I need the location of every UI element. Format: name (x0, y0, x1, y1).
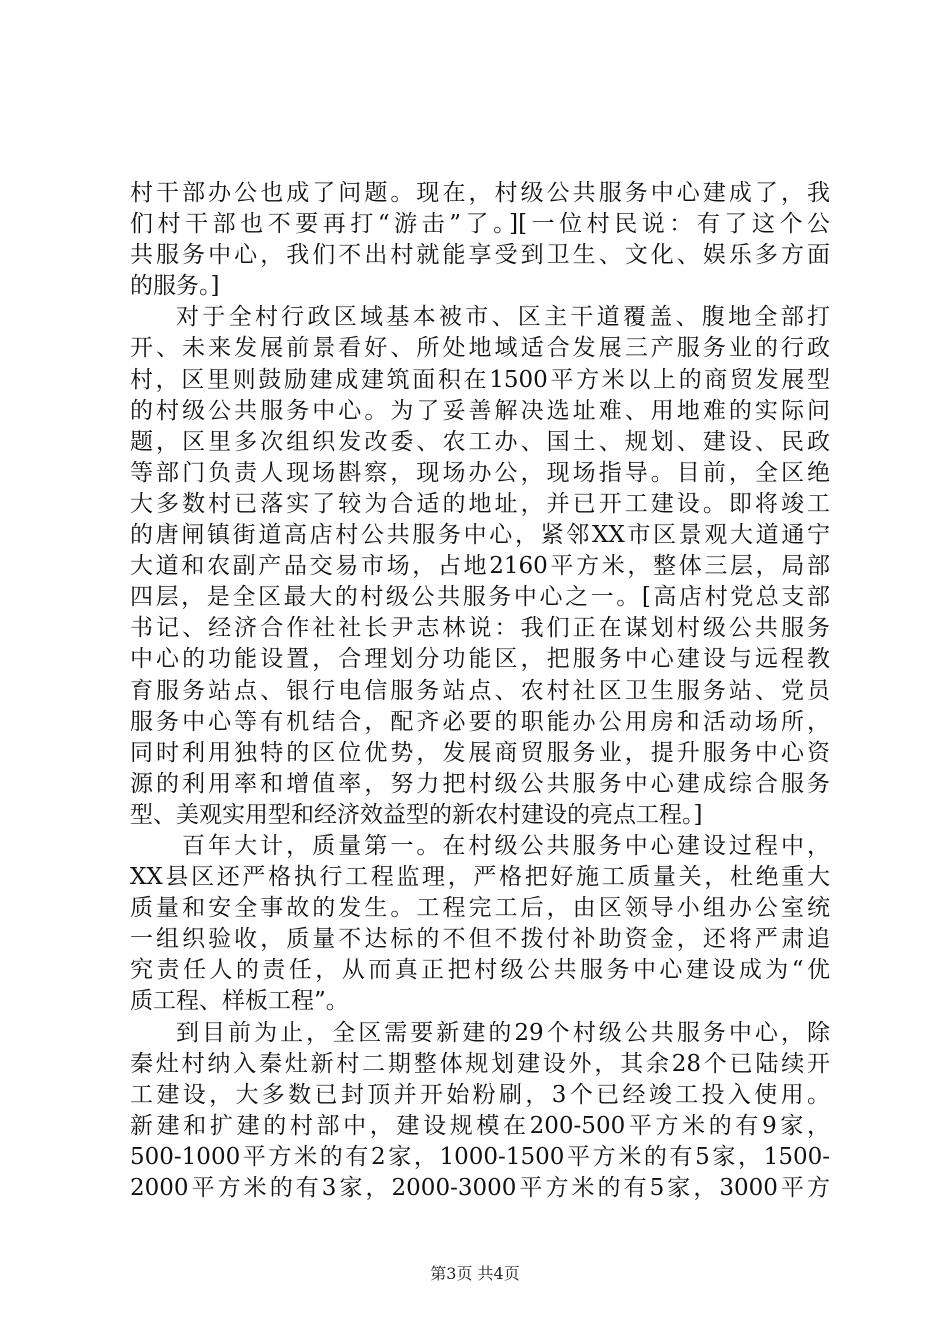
text-line: 们村干部也不要再打“游击”了。][一位村民说：有了这个公 (130, 211, 830, 238)
text-line: 的服务。] (130, 273, 220, 300)
text-line: 质量和安全事故的发生。工程完工后，由区领导小组办公室统 (130, 895, 830, 922)
text-line: XX县区还严格执行工程监理，严格把好施工质量关，杜绝重大 (130, 864, 830, 891)
text-line: 书记、经济合作社社长尹志林说：我们正在谋划村级公共服务 (130, 615, 830, 642)
page-footer: 第3页 共4页 (430, 1264, 520, 1283)
text-line: 新建和扩建的村部中，建设规模在200-500平方米的有9家， (130, 1112, 830, 1139)
text-line: 共服务中心，我们不出村就能享受到卫生、文化、娱乐多方面 (130, 242, 830, 269)
text-line: 对于全村行政区域基本被市、区主干道覆盖、腹地全部打 (176, 304, 830, 331)
text-line: 究责任人的责任，从而真正把村级公共服务中心建设成为“优 (130, 957, 830, 984)
text-line: 秦灶村纳入秦灶新村二期整体规划建设外，其余28个已陆续开 (130, 1050, 830, 1077)
text-line: 工建设，大多数已封顶并开始粉刷，3个已经竣工投入使用。 (130, 1081, 830, 1108)
text-line: 育服务站点、银行电信服务站点、农村社区卫生服务站、党员 (130, 677, 830, 704)
text-line: 村，区里则鼓励建成建筑面积在1500平方米以上的商贸发展型 (130, 366, 830, 393)
text-line: 服务中心等有机结合，配齐必要的职能办公用房和活动场所， (130, 708, 830, 735)
text-line: 同时利用独特的区位优势，发展商贸服务业，提升服务中心资 (130, 739, 830, 766)
text-line: 等部门负责人现场斟察，现场办公，现场指导。目前，全区绝 (130, 459, 830, 486)
text-line: 的唐闸镇街道高店村公共服务中心，紧邻XX市区景观大道通宁 (130, 522, 830, 549)
text-line: 大道和农副产品交易市场，占地2160平方米，整体三层，局部 (130, 553, 830, 580)
document-body (130, 178, 830, 1204)
text-line: 2000平方米的有3家，2000-3000平方米的有5家，3000平方 (130, 1175, 830, 1201)
text-line: 到目前为止，全区需要新建的29个村级公共服务中心，除 (176, 1019, 830, 1046)
text-line: 型、美观实用型和经济效益型的新农村建设的亮点工程。] (130, 801, 703, 828)
text-line: 题，区里多次组织发改委、农工办、国土、规划、建设、民政 (130, 428, 830, 455)
text-line: 开、未来发展前景看好、所处地域适合发展三产服务业的行政 (130, 335, 830, 362)
text-line: 一组织验收，质量不达标的不但不拨付补助资金，还将严肃追 (130, 926, 830, 953)
text-line: 质工程、样板工程”。 (130, 988, 349, 1015)
text-line: 的村级公共服务中心。为了妥善解决选址难、用地难的实际问 (130, 397, 830, 424)
text-line: 大多数村已落实了较为合适的地址，并已开工建设。即将竣工 (130, 490, 830, 517)
text-line: 中心的功能设置，合理划分功能区，把服务中心建设与远程教 (130, 646, 830, 673)
text-line: 四层，是全区最大的村级公共服务中心之一。[高店村党总支部 (130, 584, 830, 611)
text-line: 村干部办公也成了问题。现在，村级公共服务中心建成了，我 (130, 180, 830, 206)
text-line: 源的利用率和增值率，努力把村级公共服务中心建成综合服务 (130, 770, 830, 797)
text-line: 百年大计，质量第一。在村级公共服务中心建设过程中， (182, 832, 830, 859)
text-line: 500-1000平方米的有2家，1000-1500平方米的有5家，1500- (130, 1143, 830, 1170)
